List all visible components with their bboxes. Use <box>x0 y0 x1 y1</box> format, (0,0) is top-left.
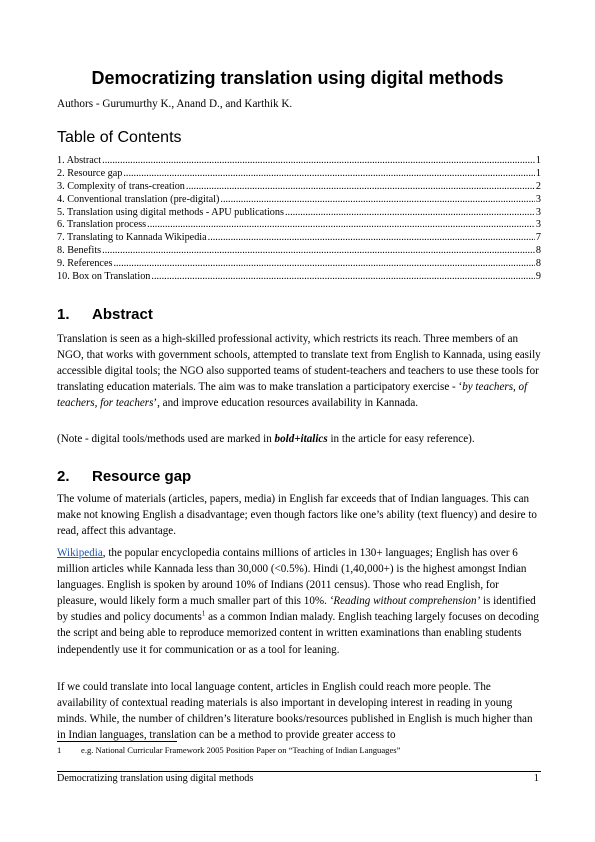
toc-entry[interactable] <box>57 258 541 271</box>
toc-leader <box>102 155 535 168</box>
section-title: Abstract <box>92 306 153 323</box>
toc-entry[interactable] <box>57 194 541 207</box>
abstract-italic-phrase: by teachers, of teachers, for teachers <box>57 381 528 410</box>
toc-leader <box>208 232 535 245</box>
toc-leader <box>123 168 535 181</box>
table-of-contents <box>57 155 541 284</box>
footnote-number: 1 <box>57 745 62 755</box>
italic-phrase: ‘Reading without comprehension’ <box>329 595 481 608</box>
document-title: Democratizing translation using digital methods <box>91 68 504 88</box>
toc-entry-label: 3. Complexity of trans-creation <box>57 180 185 192</box>
toc-entry-page: 3 <box>535 219 541 231</box>
note-text-end: in the article for easy reference). <box>327 433 475 445</box>
resource-gap-paragraph-2 <box>57 545 541 658</box>
section-number: 1. <box>57 306 70 323</box>
footnote <box>57 744 400 756</box>
abstract-paragraph <box>57 331 541 411</box>
footnote-text: e.g. National Curricular Framework 2005 Position Paper on “Teaching of Indian Languages” <box>81 745 401 755</box>
toc-entry-page: 9 <box>535 271 541 283</box>
abstract-text-end: ’, and improve education resources availability in Kannada. <box>153 397 419 410</box>
toc-entry-page: 1 <box>535 155 541 166</box>
toc-entry-label: 4. Conventional translation (pre-digital) <box>57 193 220 205</box>
toc-entry[interactable] <box>57 232 541 245</box>
toc-entry[interactable] <box>57 219 541 232</box>
toc-entry[interactable] <box>57 168 541 181</box>
abstract-text: Translation is seen as a high-skilled professional activity, which restricts its reach. Three members of an NGO, that works with government schools, attempted to translate text from English to Kannada, using easily accessible digital tools; the NGO also supported teams of student-teachers and teachers to use these tools for translating education materials. The aim was to make translation a participatory exercise - ‘ <box>57 333 541 394</box>
toc-entry[interactable] <box>57 271 541 284</box>
note-bold-italic: bold+italics <box>274 433 328 445</box>
toc-entry-page: 3 <box>535 193 541 205</box>
section-heading-abstract <box>57 305 153 325</box>
toc-entry[interactable] <box>57 207 541 220</box>
section-heading-resource-gap <box>57 467 191 487</box>
toc-leader <box>220 194 535 207</box>
wikipedia-link[interactable]: Wikipedia <box>57 547 103 559</box>
resource-gap-paragraph-3: If we could translate into local language content, articles in English could reach more people. The availability of contextual reading materials is also important in developing interest in reading in young minds. While, the number of children’s literature books/resources published in English is much higher than in Indian languages, translation can be a method to provide greater access to <box>57 681 533 742</box>
footnote-ref[interactable]: 1 <box>201 609 206 618</box>
toc-entry-label: 5. Translation using digital methods - APU publications <box>57 206 284 218</box>
paragraph-text: as a common Indian malady. English teaching largely focuses on decoding the script and being able to reproduce memorized content in written examinations than enabling students independently use it for communication or as a tool for leaning. <box>57 611 539 656</box>
toc-leader <box>151 271 535 284</box>
resource-gap-paragraph-1: The volume of materials (articles, papers, media) in English far exceeds that of Indian languages. This can make not knowing English a disadvantage; even though factors like one’s ability (text fluency) and desire to read, affect this advantage. <box>57 493 537 538</box>
note-paragraph <box>57 431 541 447</box>
toc-entry-label: 8. Benefits <box>57 245 102 257</box>
section-number: 2. <box>57 468 70 485</box>
footer-title: Democratizing translation using digital methods <box>57 773 254 784</box>
paragraph-text: , the popular encyclopedia contains millions of articles in 130+ languages; English has over 6 million articles while Kannada less than 30,000 (<0.5%). Hindi (1,40,000+) is the highest amongst Indian languages. English is spoken by around 10% of Indians (2011 census). Those who read English, for pleasure, would likely form a much smaller part of this 10%. <box>57 547 527 608</box>
toc-leader <box>113 258 534 271</box>
toc-heading: Table of Contents <box>57 129 182 146</box>
toc-entry-page: 8 <box>535 258 541 270</box>
page-number: 1 <box>533 773 539 784</box>
toc-entry-label: 10. Box on Translation <box>57 271 151 283</box>
authors-line: Authors - Gurumurthy K., Anand D., and Karthik K. <box>57 98 293 110</box>
toc-entry-page: 2 <box>535 180 541 192</box>
toc-leader <box>147 219 535 232</box>
toc-entry-label: 2. Resource gap <box>57 167 123 179</box>
section-title: Resource gap <box>92 468 192 485</box>
toc-leader <box>102 245 535 258</box>
toc-entry-label: 1. Abstract <box>57 155 102 166</box>
toc-entry-label: 7. Translating to Kannada Wikipedia <box>57 232 207 244</box>
toc-leader <box>285 207 535 220</box>
toc-entry-label: 6. Translation process <box>57 219 147 231</box>
toc-entry[interactable] <box>57 155 541 168</box>
footnote-divider <box>57 741 177 742</box>
toc-entry[interactable] <box>57 181 541 194</box>
toc-entry-page: 1 <box>535 167 541 179</box>
toc-entry[interactable] <box>57 245 541 258</box>
toc-leader <box>186 181 535 194</box>
toc-entry-page: 8 <box>535 245 541 257</box>
paragraph-text: is identified by studies and policy documents <box>57 595 536 624</box>
toc-entry-page: 3 <box>535 206 541 218</box>
toc-entry-page: 7 <box>535 232 541 244</box>
note-text: (Note - digital tools/methods used are marked in <box>57 433 275 445</box>
toc-entry-label: 9. References <box>57 258 113 270</box>
